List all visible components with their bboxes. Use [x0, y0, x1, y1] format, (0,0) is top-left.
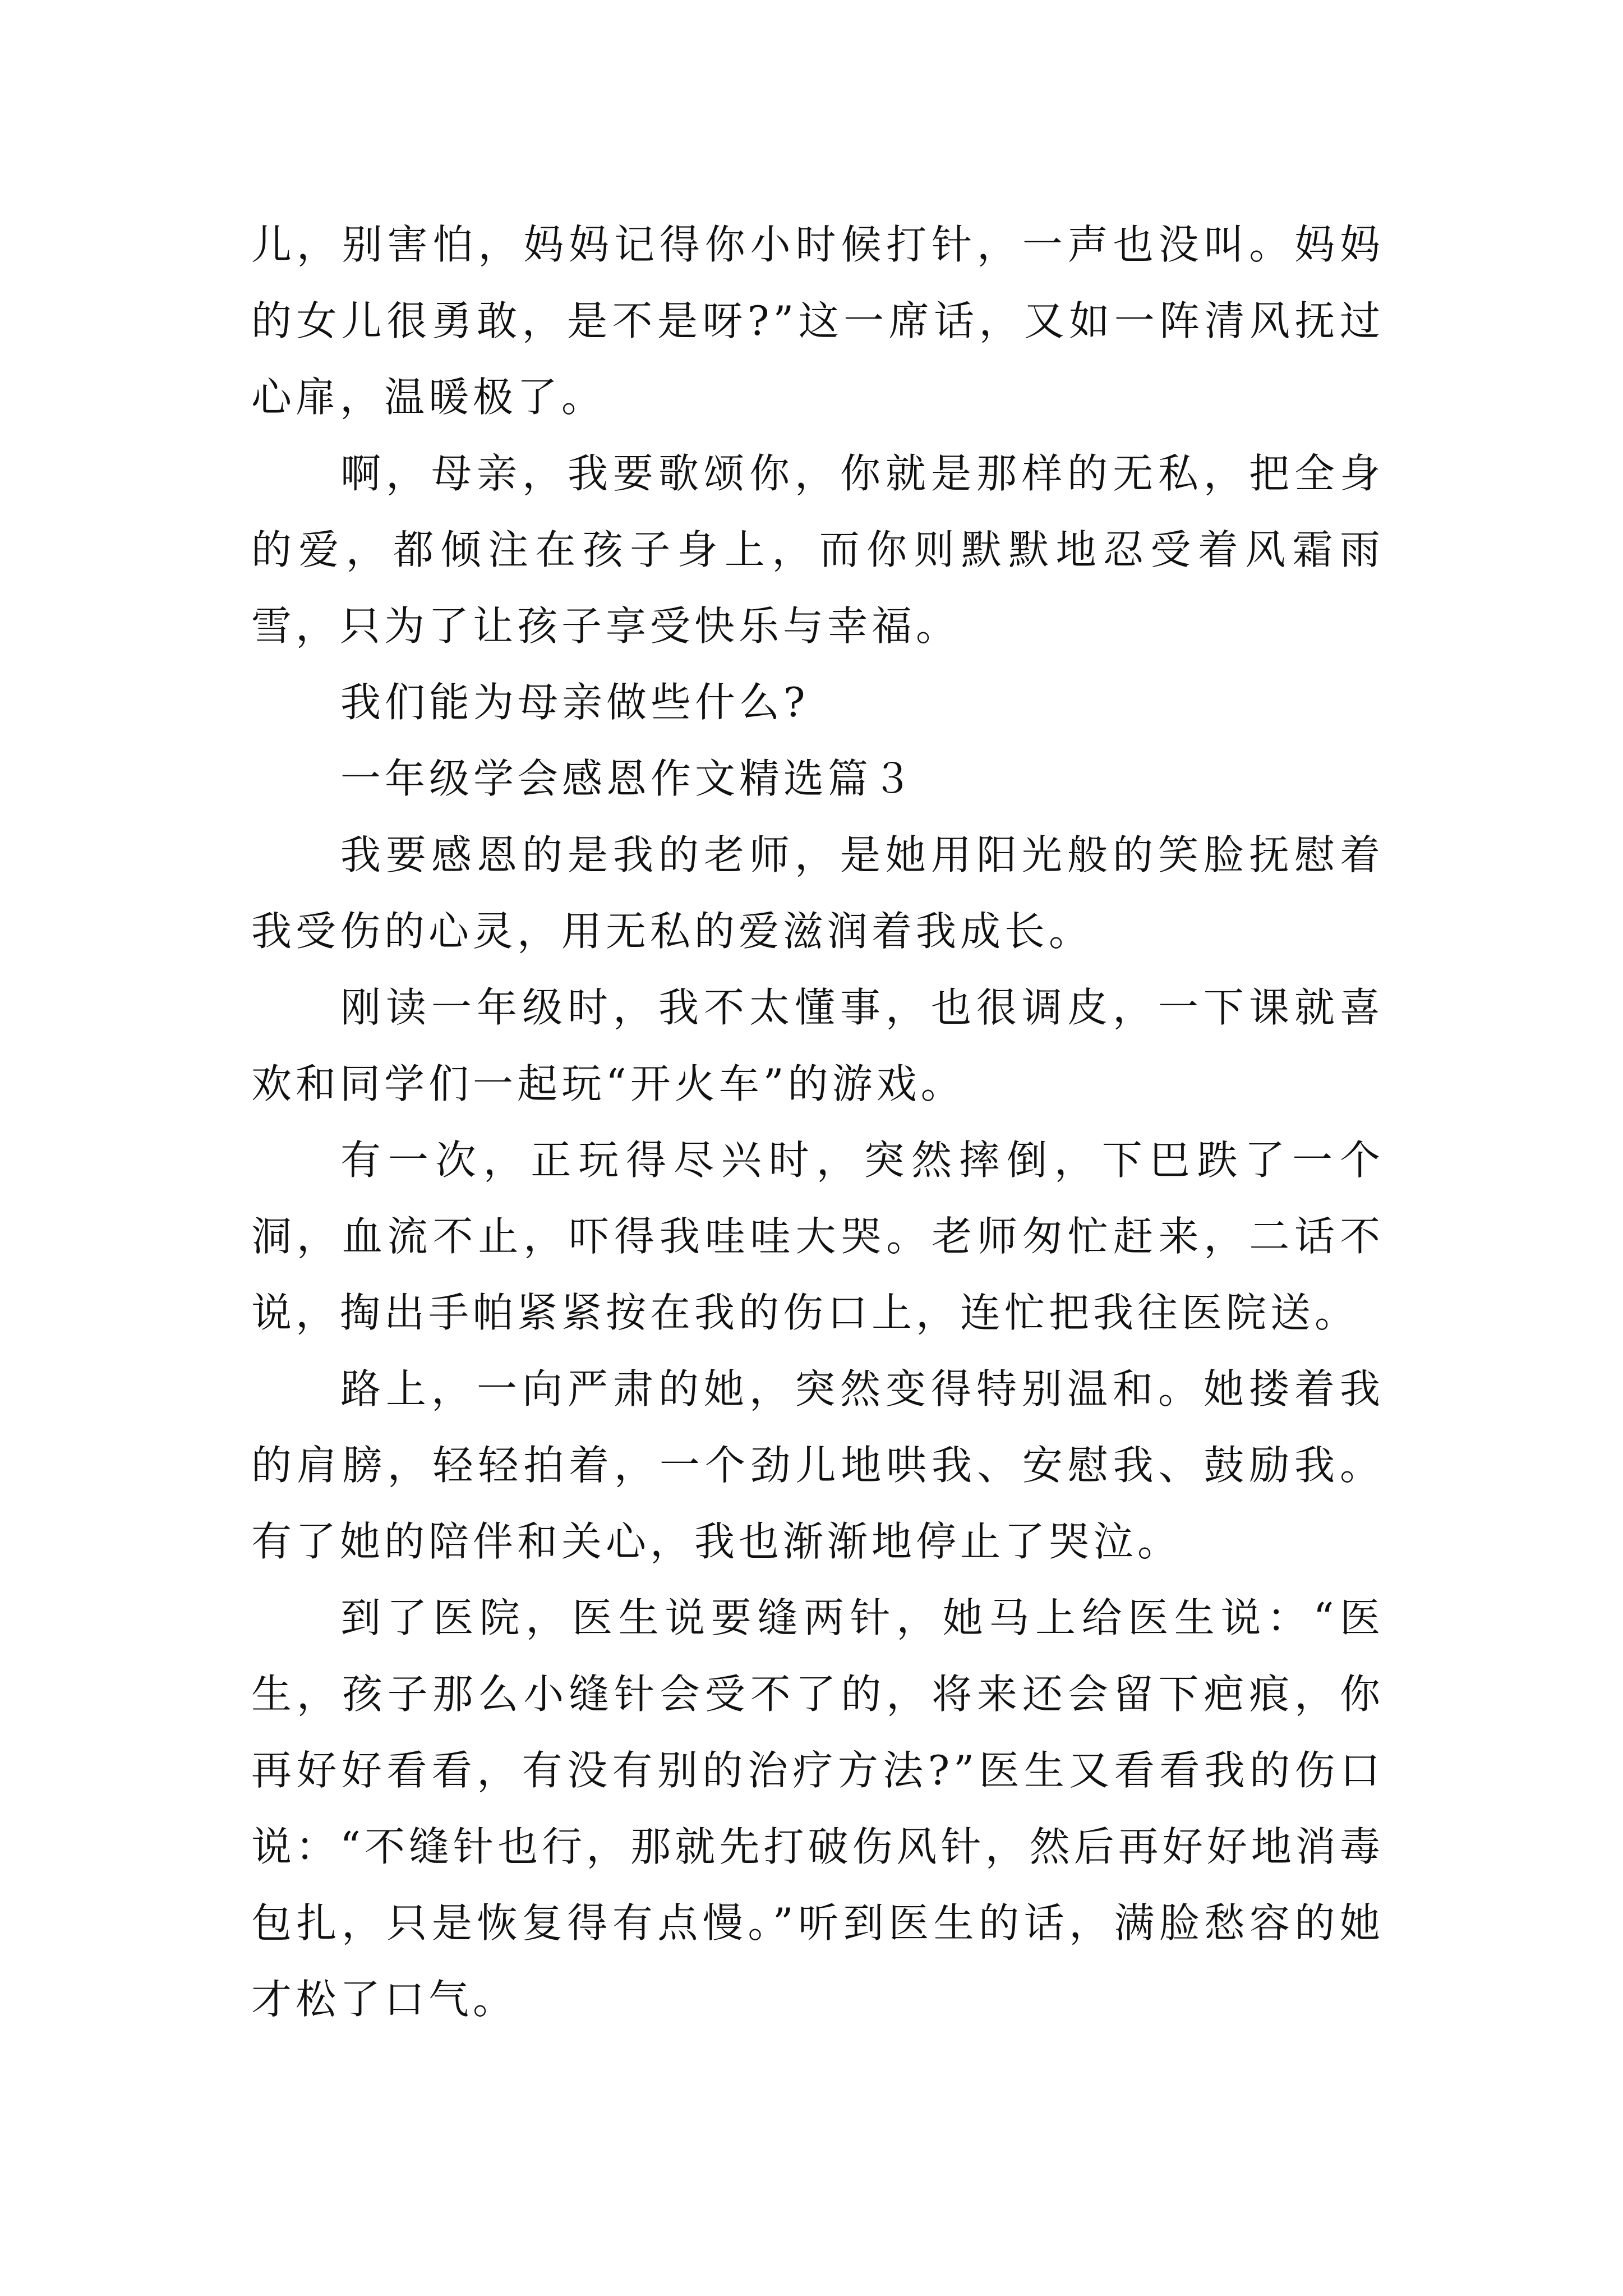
- paragraph-mother-comfort: 儿，别害怕，妈妈记得你小时候打针，一声也没叫。妈妈的女儿很勇敢，是不是呀?”这一席话，又如一阵清风抚过心扉，温暖极了。: [251, 221, 1384, 421]
- section-heading: 一年级学会感恩作文精选篇３: [340, 755, 917, 802]
- paragraph-hospital: 到了医院，医生说要缝两针，她马上给医生说：“医生，孩子那么小缝针会受不了的，将来还会留下疤痕，你再好好看看，有没有别的治疗方法?”医生又看看我的伤口说：“不缝针也行，那就先打破伤风针，然后再好好地消毒包扎，只是恢复得有点慢。”听到医生的话，满脸愁容的她才松了口气。: [251, 1594, 1384, 2023]
- essay-text: [251, 206, 1384, 2037]
- paragraph-praise-mother: 啊，母亲，我要歌颂你，你就是那样的无私，把全身的爱，都倾注在孩子身上，而你则默默地忍受着风霜雨雪，只为了让孩子享受快乐与幸福。: [251, 450, 1384, 650]
- paragraph-question: 我们能为母亲做些什么?: [340, 679, 809, 726]
- paragraph-on-the-way: 路上，一向严肃的她，突然变得特别温和。她搂着我的肩膀，轻轻拍着，一个劲儿地哄我、安慰我、鼓励我。有了她的陪伴和关心，我也渐渐地停止了哭泣。: [251, 1365, 1384, 1565]
- paragraph-thank-teacher: 我要感恩的是我的老师，是她用阳光般的笑脸抚慰着我受伤的心灵，用无私的爱滋润着我成长。: [251, 831, 1384, 955]
- paragraph-accident: 有一次，正玩得尽兴时，突然摔倒，下巴跌了一个洞，血流不止，吓得我哇哇大哭。老师匆忙赶来，二话不说，掏出手帕紧紧按在我的伤口上，连忙把我往医院送。: [251, 1137, 1384, 1336]
- paragraph-first-grade: 刚读一年级时，我不太懂事，也很调皮，一下课就喜欢和同学们一起玩“开火车”的游戏。: [251, 984, 1384, 1107]
